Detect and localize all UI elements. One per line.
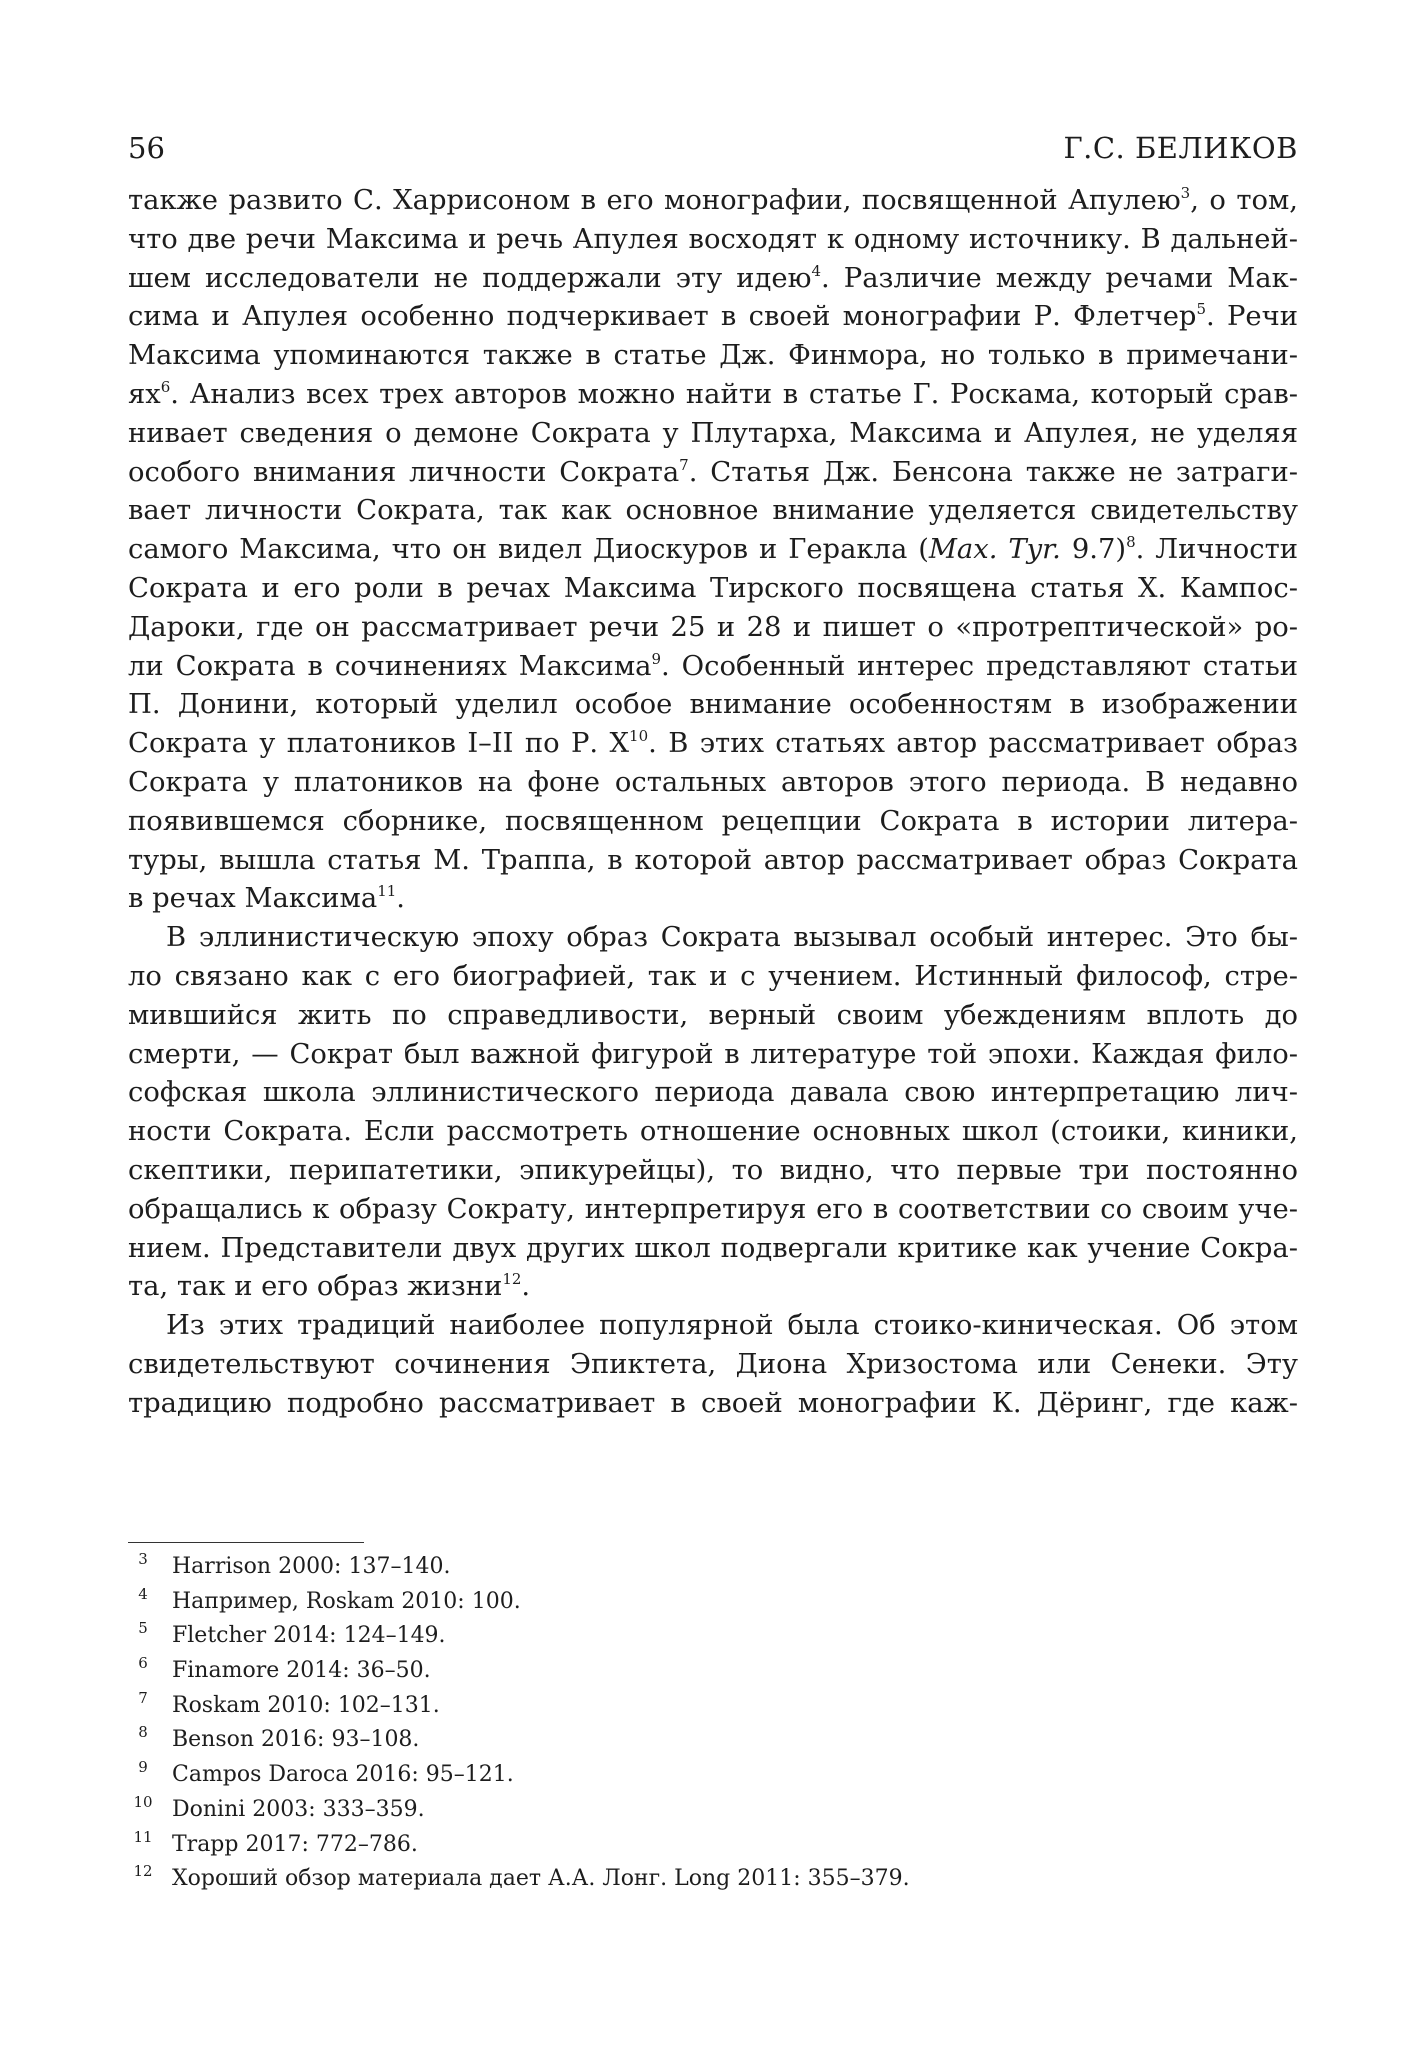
text: П. Донини, который уделил особое внимание особенностям в изображении	[128, 689, 1298, 721]
footnote	[128, 1862, 1298, 1897]
text-line	[128, 1346, 1298, 1385]
text: нивает сведения о демоне Сократа у Плутарха, Максима и Апулея, не уделяя	[128, 417, 1298, 449]
text-line	[128, 686, 1298, 725]
footnote-ref: 11	[377, 882, 397, 901]
text: софская школа эллинистического периода давала свою интерпретацию лич-	[128, 1077, 1298, 1109]
text-line	[128, 260, 1298, 299]
text: ли Сократа в сочинениях Максима	[128, 650, 652, 682]
footnote-mark: 8	[138, 1723, 148, 1742]
text: ях	[128, 378, 161, 410]
footnotes	[128, 1550, 1298, 1897]
footnote-mark: 10	[133, 1792, 153, 1811]
footnote	[128, 1689, 1298, 1724]
text: самого Максима, что он видел Диоскуров и Геракла (	[128, 534, 929, 566]
text: . В этих статьях автор рассматривает образ	[648, 728, 1298, 760]
text: Дароки, где он рассматривает речи 25 и 28 и пишет о «протрептической» ро-	[128, 611, 1298, 643]
text: нием. Представители двух других школ подвергали критике как учение Сокра-	[128, 1232, 1298, 1264]
footnote-ref: 12	[502, 1270, 522, 1289]
text: . Статья Дж. Бенсона также не затраги-	[688, 456, 1298, 488]
text-line	[128, 570, 1298, 609]
footnote	[128, 1654, 1298, 1689]
text: В эллинистическую эпоху образ Сократа вызывал особый интерес. Это бы-	[166, 922, 1298, 954]
text: скептики, перипатетики, эпикурейцы), то видно, что первые три постоянно	[128, 1154, 1298, 1186]
text: в речах Максима	[128, 883, 378, 915]
footnote-mark: 3	[138, 1550, 148, 1568]
text: . Различие между речами Мак-	[821, 262, 1298, 294]
text: обращались к образу Сократу, интерпретируя его в соответствии со своим уче-	[128, 1193, 1298, 1225]
page-number: 56	[128, 131, 165, 165]
text-line	[128, 1230, 1298, 1269]
footnote	[128, 1758, 1298, 1793]
footnote-mark: 4	[138, 1584, 148, 1603]
text-line	[128, 958, 1298, 997]
text-line	[128, 880, 1298, 919]
footnote-ref: 4	[811, 261, 822, 280]
footnote-ref: 5	[1196, 300, 1206, 319]
text-line	[128, 1036, 1298, 1075]
text-line	[128, 337, 1298, 376]
text-line	[128, 648, 1298, 687]
text-line	[128, 725, 1298, 764]
text: традицию подробно рассматривает в своей монографии К. Дёринг, где каж-	[128, 1387, 1298, 1419]
text-line	[128, 842, 1298, 881]
footnote-ref: 8	[1126, 533, 1136, 552]
text-line	[128, 764, 1298, 803]
text-line	[128, 1191, 1298, 1230]
footnote-text: Campos Daroca 2016: 95–121.	[172, 1762, 514, 1788]
text: ло связано как с его биографией, так и с учением. Истинный философ, стре-	[128, 960, 1298, 992]
text: шем исследователи не поддержали эту идею	[128, 262, 812, 294]
footnote-text: Donini 2003: 333–359.	[172, 1796, 425, 1822]
text-line	[128, 609, 1298, 648]
footnote-text: Хороший обзор материала дает А.А. Лонг. Long 2011: 355–379.	[172, 1866, 910, 1892]
footnote-text: Harrison 2000: 137–140.	[172, 1554, 451, 1579]
text: Сократа у платоников на фоне остальных авторов этого периода. В недавно	[128, 766, 1298, 798]
footnote-ref: 9	[651, 649, 661, 668]
text-line	[128, 1152, 1298, 1191]
body-text	[128, 182, 1298, 1424]
footnote	[128, 1828, 1298, 1863]
text-line	[128, 454, 1298, 493]
footnote-mark: 6	[138, 1654, 148, 1673]
text-line	[128, 415, 1298, 454]
footnote	[128, 1550, 1298, 1585]
text-line	[128, 221, 1298, 260]
text-line	[128, 1074, 1298, 1113]
text: смерти, — Сократ был важной фигурой в литературе той эпохи. Каждая фило-	[128, 1038, 1298, 1070]
text: . Личности	[1135, 534, 1298, 566]
running-header	[128, 128, 1298, 168]
text-line	[128, 376, 1298, 415]
footnote-ref: 3	[1180, 184, 1191, 202]
text: Сократа и его роли в речах Максима Тирского посвящена статья Х. Кампос-	[128, 572, 1298, 604]
footnote-mark: 5	[138, 1619, 148, 1638]
footnote-ref: 7	[679, 455, 689, 474]
footnote-text: Fletcher 2014: 124–149.	[172, 1623, 446, 1649]
text: что две речи Максима и речь Апулея восходят к одному источнику. В дальней-	[128, 223, 1298, 255]
footnote	[128, 1585, 1298, 1620]
text: особого внимания личности Сократа	[128, 456, 680, 488]
footnote-mark: 9	[138, 1758, 148, 1777]
text: Из этих традиций наиболее популярной была стоико-киническая. Об этом	[166, 1310, 1298, 1342]
text: мившийся жить по справедливости, верный своим убеждениям вплоть до	[128, 999, 1298, 1031]
text-line	[128, 182, 1298, 221]
text: 9.7)	[1060, 534, 1127, 566]
footnote-text: Trapp 2017: 772–786.	[172, 1831, 418, 1857]
footnote-separator	[128, 1542, 364, 1543]
text: .	[521, 1271, 531, 1303]
text-line	[128, 492, 1298, 531]
text: Максима упоминаются также в статье Дж. Финмора, но только в примечани-	[128, 340, 1298, 372]
text: та, так и его образ жизни	[128, 1271, 503, 1303]
text: свидетельствуют сочинения Эпиктета, Диона Хризостома или Сенеки. Эту	[128, 1348, 1298, 1380]
text-line	[128, 803, 1298, 842]
running-header-author: Г.С. БЕЛИКОВ	[1063, 131, 1298, 165]
text: сима и Апулея особенно подчеркивает в своей монографии Р. Флетчер	[128, 301, 1197, 333]
text-line	[128, 531, 1298, 570]
text: также развито С. Харрисоном в его монографии, посвященной Апулею	[128, 185, 1181, 216]
footnote-ref: 6	[160, 377, 171, 396]
footnote-ref: 10	[629, 727, 649, 746]
text: . Особенный интерес представляют статьи	[661, 650, 1298, 682]
text: туры, вышла статья М. Траппа, в которой автор рассматривает образ Сократа	[128, 844, 1298, 876]
footnote-text: Finamore 2014: 36–50.	[172, 1658, 431, 1684]
italic-citation: Max. Tyr.	[928, 534, 1061, 566]
text-line	[128, 919, 1298, 958]
text: , о том,	[1190, 185, 1298, 216]
text-line	[128, 1113, 1298, 1152]
footnote	[128, 1723, 1298, 1758]
footnote-mark: 7	[138, 1688, 148, 1707]
footnote-text: Roskam 2010: 102–131.	[172, 1692, 440, 1718]
text: вает личности Сократа, так как основное внимание уделяется свидетельству	[128, 495, 1298, 527]
footnote-mark: 11	[133, 1827, 153, 1846]
footnote-text: Например, Roskam 2010: 100.	[172, 1588, 521, 1614]
footnote-text: Benson 2016: 93–108.	[172, 1727, 420, 1753]
footnote	[128, 1793, 1298, 1828]
text: .	[396, 883, 406, 915]
text-line	[128, 1385, 1298, 1424]
text: . Анализ всех трех авторов можно найти в статье Г. Роскама, который срав-	[170, 378, 1298, 410]
text-line	[128, 298, 1298, 337]
footnote	[128, 1619, 1298, 1654]
text: ности Сократа. Если рассмотреть отношение основных школ (стоики, киники,	[128, 1116, 1298, 1148]
text-line	[128, 997, 1298, 1036]
text-line	[128, 1268, 1298, 1307]
footnote-mark: 12	[133, 1862, 153, 1881]
text: появившемся сборнике, посвященном рецепции Сократа в истории литера-	[128, 805, 1298, 837]
text: Сократа у платоников I–II по Р. Х	[128, 728, 630, 760]
text: . Речи	[1205, 301, 1298, 333]
text-line	[128, 1307, 1298, 1346]
